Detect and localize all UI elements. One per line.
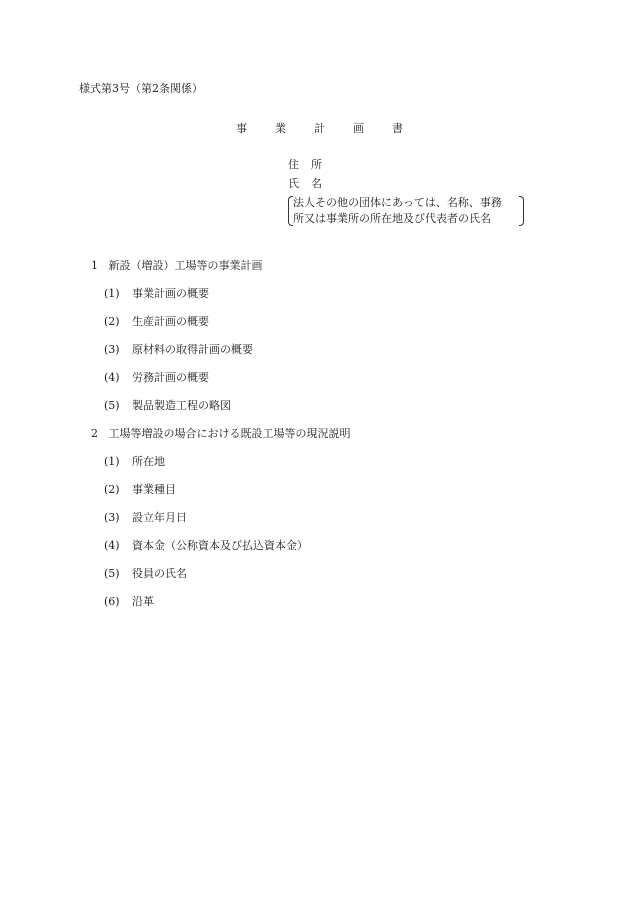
address-label: 住 所 [288, 158, 322, 171]
list-item: (4) 労務計画の概要 [104, 371, 209, 384]
list-item: (4) 資本金（公称資本及び払込資本金） [104, 539, 308, 552]
left-bracket [288, 196, 293, 226]
title-char: 業 [275, 122, 286, 135]
list-item: (1) 所在地 [104, 455, 165, 468]
form-number: 様式第3号（第2条関係） [79, 82, 203, 95]
list-item: (5) 役員の氏名 [104, 567, 187, 580]
section-heading: 1 新設（増設）工場等の事業計画 [91, 259, 263, 272]
document-title [236, 120, 431, 136]
note-line-2: 所又は事業所の所在地及び代表者の氏名 [293, 212, 491, 225]
name-label: 氏 名 [288, 177, 322, 190]
title-char: 事 [236, 122, 247, 135]
section-heading: 2 工場等増設の場合における既設工場等の現況説明 [91, 427, 351, 440]
note-line-1: 法人その他の団体にあっては、名称、事務 [293, 196, 502, 209]
list-item: (1) 事業計画の概要 [104, 287, 209, 300]
corporate-note [288, 195, 524, 227]
list-item: (6) 沿革 [104, 595, 154, 608]
right-bracket [519, 196, 524, 226]
list-item: (2) 事業種目 [104, 483, 176, 496]
list-item: (3) 原材料の取得計画の概要 [104, 343, 253, 356]
applicant-block [288, 155, 524, 227]
list-item: (2) 生産計画の概要 [104, 315, 209, 328]
list-item: (3) 設立年月日 [104, 511, 187, 524]
title-char: 書 [392, 122, 403, 135]
title-char: 計 [314, 122, 325, 135]
title-char: 画 [353, 122, 364, 135]
list-item: (5) 製品製造工程の略図 [104, 399, 231, 412]
